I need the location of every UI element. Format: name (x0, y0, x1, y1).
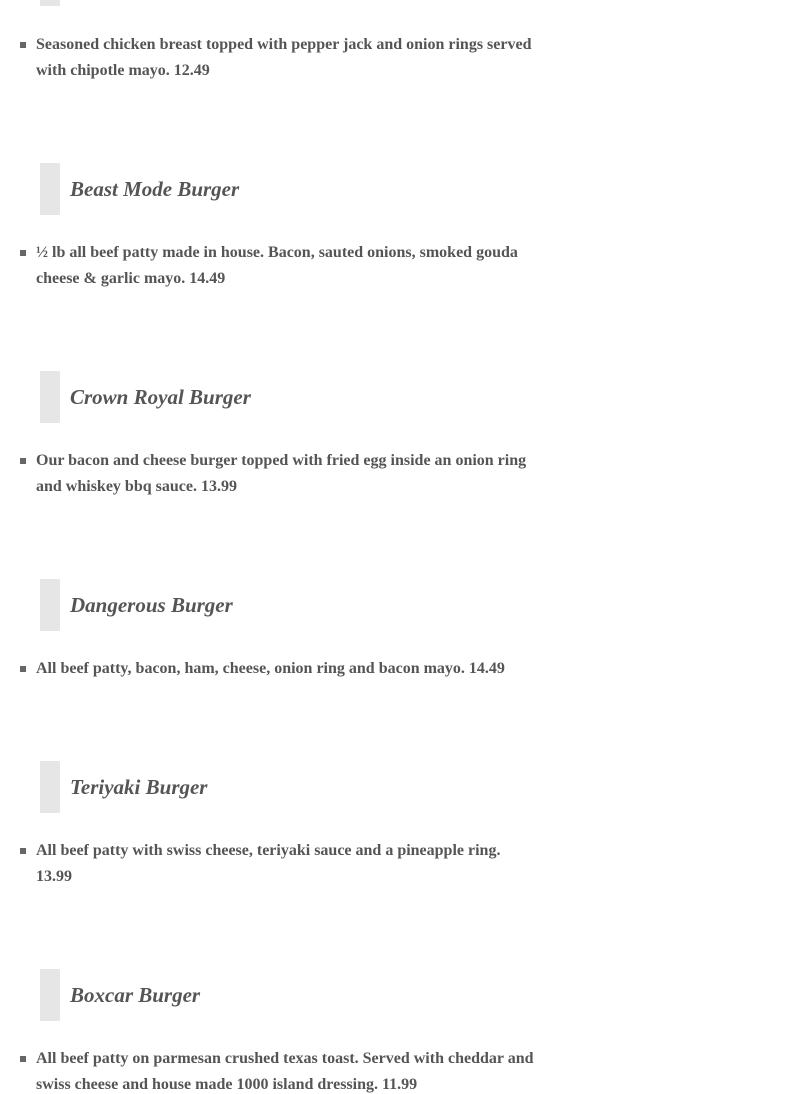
bullet-icon (20, 250, 26, 256)
heading-accent-bar (40, 163, 60, 215)
heading-accent-bar (40, 761, 60, 813)
bullet-icon (20, 666, 26, 672)
menu-item-heading (40, 761, 540, 813)
menu-item-heading (40, 969, 540, 1021)
menu-item-title: Dangerous Burger (70, 593, 233, 617)
bullet-icon (20, 42, 26, 48)
menu-item-description (36, 1046, 540, 1094)
menu-item-description-text: All beef patty on parmesan crushed texas toast. Served with cheddar and swiss cheese and house made 1000 island dressing. 11.99 (36, 1050, 534, 1093)
menu-item-description-text: All beef patty, bacon, ham, cheese, onion ring and bacon mayo. 14.49 (36, 660, 505, 677)
heading-accent-bar (40, 0, 60, 6)
menu-item-description (36, 32, 540, 84)
menu-item-heading (40, 579, 540, 631)
menu-item-description-text: Our bacon and cheese burger topped with fried egg inside an onion ring and whiskey bbq sauce. 13.99 (36, 452, 527, 495)
menu-item-description (36, 240, 540, 292)
bullet-icon (20, 848, 26, 854)
menu-item-title: Beast Mode Burger (70, 177, 240, 201)
bullet-icon (20, 458, 26, 464)
menu-item-title: Boxcar Burger (70, 983, 201, 1007)
menu-item-description-text: All beef patty with swiss cheese, teriyaki sauce and a pineapple ring. 13.99 (36, 842, 501, 885)
menu-item-description (36, 448, 540, 500)
menu-item-heading (40, 371, 540, 423)
heading-accent-bar (40, 579, 60, 631)
menu-item-description (36, 838, 540, 890)
menu-item-title: Teriyaki Burger (70, 775, 208, 799)
menu-item-description-text: Seasoned chicken breast topped with pepper jack and onion rings served with chipotle mayo. 12.49 (36, 36, 532, 79)
heading-accent-bar (40, 371, 60, 423)
heading-accent-bar (40, 969, 60, 1021)
menu-item-description-text: ½ lb all beef patty made in house. Bacon, sauted onions, smoked gouda cheese & garlic mayo. 14.49 (36, 244, 518, 287)
menu-item-heading (40, 163, 540, 215)
bullet-icon (20, 1056, 26, 1062)
menu-item-description (36, 656, 540, 682)
menu-item-title: Crown Royal Burger (70, 385, 251, 409)
